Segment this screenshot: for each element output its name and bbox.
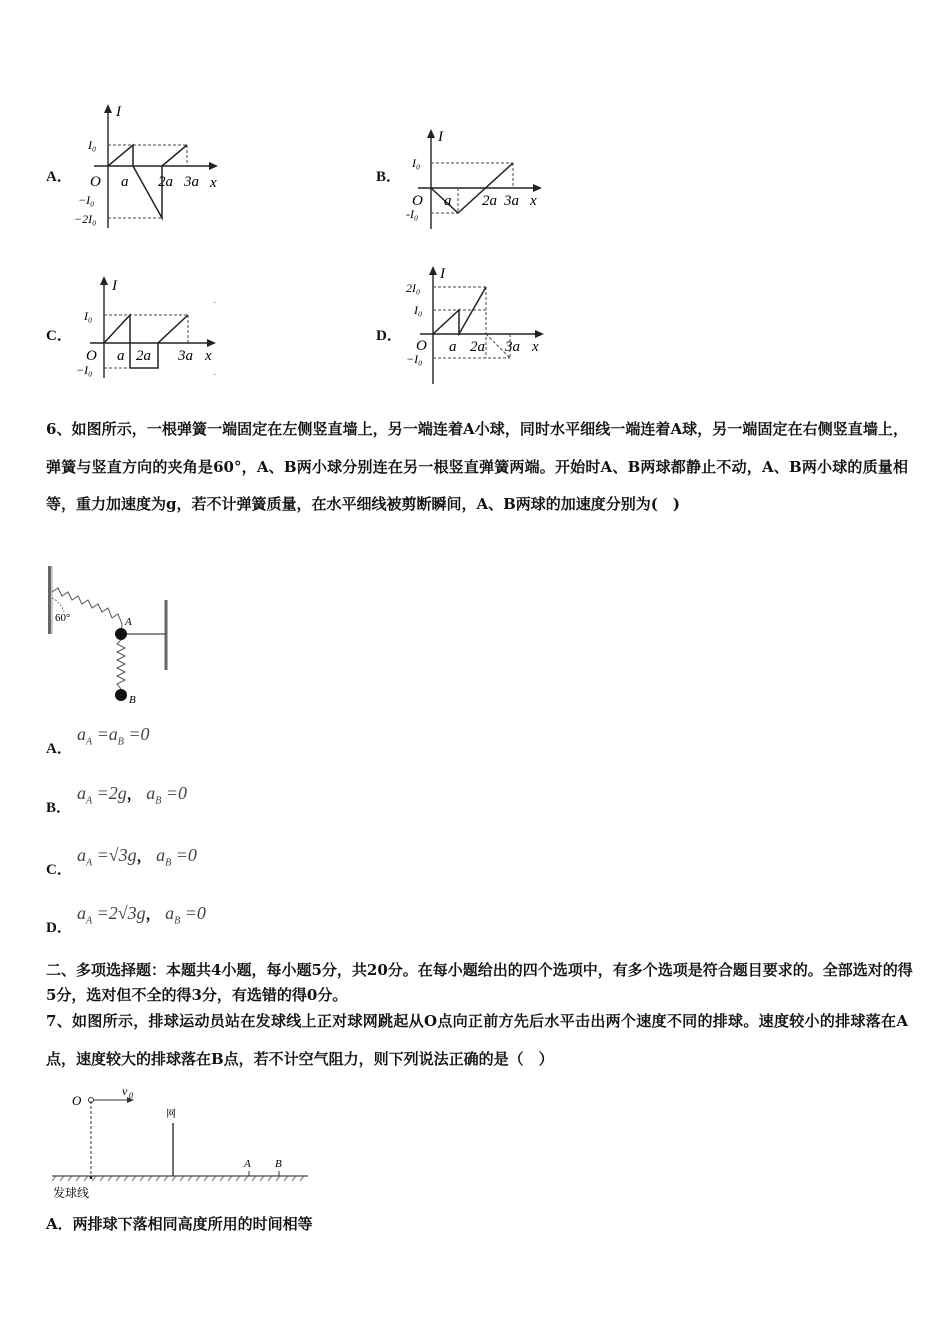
q6-option-d-label: D．	[46, 920, 72, 936]
section-2-heading: 二、多项选择题：本题共4小题，每小题5分，共20分。在每小题给出的四个选项中，有多个选项是符合题目要求的。全部选对的得5分，选对但不全的得3分，有选错的得0分。	[46, 961, 913, 1004]
q7-option-a[interactable]: A．两排球下落相同高度所用的时间相等	[46, 1215, 313, 1233]
point-b-label: B	[275, 1158, 282, 1170]
graph-c-xtick: a	[117, 348, 125, 364]
graph-a-ytick: −2I₀	[74, 212, 97, 226]
q6-option-c-label: C．	[46, 862, 72, 878]
graph-c-y-axis: I	[112, 278, 117, 294]
graph-a-svg	[74, 100, 234, 235]
spring-ball-svg	[44, 562, 179, 707]
graph-c-xtick: 3a	[178, 348, 193, 364]
q6-option-a-formula: $a_A =a_B =0$	[77, 724, 150, 748]
graph-b-xtick: 3a	[504, 193, 519, 209]
q6-option-c-formula: $a_A =√3g$， $a_B =0$	[77, 845, 197, 869]
graph-b-svg	[400, 125, 560, 235]
net-label: 网	[166, 1109, 176, 1120]
option-d-label: D．	[376, 328, 402, 344]
graph-d-origin: O	[416, 338, 427, 354]
graph-c-xtick: 2a	[136, 348, 151, 364]
volleyball-svg	[50, 1085, 312, 1203]
service-line-label: 发球线	[53, 1186, 90, 1200]
option-c-label: C．	[46, 328, 72, 344]
graph-a	[74, 100, 234, 239]
graph-d-xtick: 2a	[470, 339, 485, 355]
graph-d-ytick: −I₀	[406, 352, 423, 366]
graph-c-x-axis: x	[205, 348, 212, 364]
graph-c-ytick: I₀	[84, 309, 93, 323]
graph-d-svg	[400, 262, 560, 387]
graph-c-svg	[74, 272, 234, 382]
angle-label: 60°	[55, 612, 71, 624]
graph-b-ytick: -I₀	[406, 207, 419, 221]
q6-option-d-formula: $a_A =2√3g$， $a_B =0$	[77, 903, 206, 927]
graph-a-xtick: 2a	[158, 174, 173, 190]
graph-d-ytick: 2I₀	[406, 281, 421, 295]
graph-b-ytick: I₀	[412, 156, 421, 170]
q6-option-b-formula: $a_A =2g$， $a_B =0$	[77, 783, 188, 807]
graph-c	[74, 272, 234, 386]
velocity-label: v	[122, 1085, 128, 1098]
graph-b	[400, 125, 560, 239]
graph-a-ytick: −I₀	[78, 193, 95, 207]
point-a-label: A	[244, 1158, 251, 1170]
spring-ball-figure	[44, 562, 179, 711]
graph-c-origin: O	[86, 348, 97, 364]
graph-b-origin: O	[412, 193, 423, 209]
graph-d	[400, 262, 560, 391]
graph-a-x-axis: x	[210, 175, 217, 191]
graph-c-ytick: −I₀	[76, 363, 93, 377]
graph-d-x-axis: x	[532, 339, 539, 355]
option-b-label: B．	[376, 169, 402, 185]
graph-a-xtick: a	[121, 174, 129, 190]
option-a-label: A．	[46, 169, 72, 185]
graph-d-xtick: a	[449, 339, 457, 355]
graph-a-xtick: 3a	[184, 174, 199, 190]
graph-a-ytick: I₀	[88, 138, 97, 152]
q6-option-b-label: B．	[46, 800, 72, 816]
graph-b-x-axis: x	[530, 193, 537, 209]
graph-a-origin: O	[90, 174, 101, 190]
ball-a-label: A	[125, 616, 132, 628]
q6-option-a-label: A．	[46, 741, 72, 757]
graph-d-ytick: I₀	[414, 303, 423, 317]
graph-b-xtick: 2a	[482, 193, 497, 209]
point-o-label: O	[72, 1093, 82, 1108]
velocity-subscript: 0	[129, 1091, 133, 1100]
ball-b-label: B	[129, 694, 136, 706]
graph-d-y-axis: I	[440, 266, 445, 282]
question-6-text: 6、如图所示，一根弹簧一端固定在左侧竖直墙上，另一端连着A小球，同时水平细线一端连着A球，另一端固定在右侧竖直墙上，弹簧与竖直方向的夹角是60°，A、B两小球分别连在另一根竖直弹簧两端。开始时A、B两球都静止不动，A、B两小球的质量相等，重力加速度为g，若不计弹簧质量，在水平细线被剪断瞬间，A、B两球的加速度分别为( )	[46, 420, 908, 513]
graph-b-y-axis: I	[438, 129, 443, 145]
volleyball-figure	[50, 1085, 312, 1207]
graph-b-xtick: a	[444, 193, 452, 209]
graph-a-y-axis: I	[116, 104, 121, 120]
question-7-text: 7、如图所示，排球运动员站在发球线上正对球网跳起从O点向正前方先后水平击出两个速度不同的排球。速度较小的排球落在A点，速度较大的排球落在B点，若不计空气阻力，则下列说法正确的是（ ）	[46, 1012, 908, 1068]
graph-d-xtick: 3a	[505, 339, 520, 355]
